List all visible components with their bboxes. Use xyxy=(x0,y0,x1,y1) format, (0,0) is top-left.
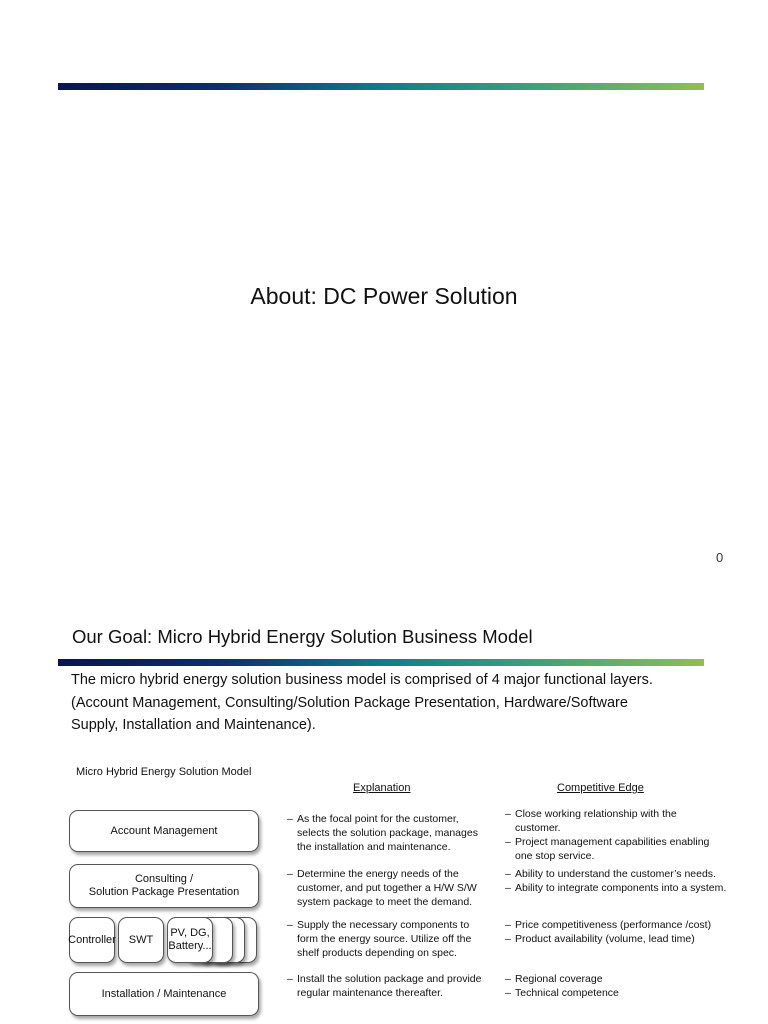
list-item xyxy=(287,812,487,854)
page-number: 0 xyxy=(716,550,724,565)
slide-title: About: DC Power Solution xyxy=(250,283,518,309)
list-item xyxy=(505,867,730,881)
intro-line: (Account Management, Consulting/Solution Package Presentation, Hardware/Software xyxy=(71,694,628,711)
edge-consulting xyxy=(505,867,730,895)
competitive-edge-header: Competitive Edge xyxy=(557,782,644,794)
pv-dg-battery-label xyxy=(168,927,211,953)
bullet-text: Install the solution package and provide regular maintenance thereafter. xyxy=(297,973,482,999)
pv-dg-battery-box xyxy=(167,917,213,963)
pv-label-line2: Battery... xyxy=(168,940,212,952)
bullet-dash: – xyxy=(505,836,511,848)
bullet-dash: – xyxy=(287,868,293,880)
bullet-text: Product availability (volume, lead time) xyxy=(515,933,695,945)
explanation-supply xyxy=(287,918,487,960)
list-item xyxy=(505,932,730,946)
swt-box xyxy=(118,917,164,963)
list-item xyxy=(287,918,487,960)
consulting-box xyxy=(69,864,259,908)
list-item xyxy=(505,881,730,895)
account-management-box xyxy=(69,810,259,852)
list-item xyxy=(505,918,730,932)
bullet-text: Ability to understand the customer’s needs. xyxy=(515,868,716,880)
intro-line: Supply, Installation and Maintenance). xyxy=(71,717,316,733)
controller-box xyxy=(69,917,115,963)
list-item xyxy=(505,807,725,835)
intro-line: The micro hybrid energy solution business model is comprised of 4 major functional layers. xyxy=(71,672,653,688)
installation-maintenance-box xyxy=(69,972,259,1016)
bullet-dash: – xyxy=(505,987,511,999)
list-item xyxy=(287,867,487,909)
bullet-text: Price competitiveness (performance /cost) xyxy=(515,919,712,931)
bullet-text: Close working relationship with the customer. xyxy=(515,808,677,834)
bullet-text: Regional coverage xyxy=(515,973,603,985)
bullet-text: Project management capabilities enabling one stop service. xyxy=(515,836,710,862)
swt-label: SWT xyxy=(128,933,154,946)
bullet-text: Determine the energy needs of the customer, and put together a H/W S/W system package to meet the demand. xyxy=(297,868,477,908)
bullet-text: Supply the necessary components to form the energy source. Utilize off the shelf products depending on spec. xyxy=(297,919,472,959)
bullet-text: Ability to integrate components into a system. xyxy=(515,882,727,894)
edge-account xyxy=(505,807,725,863)
bullet-text: Technical competence xyxy=(515,987,619,999)
model-title: Micro Hybrid Energy Solution Model xyxy=(76,766,252,778)
explanation-consulting xyxy=(287,867,487,909)
pv-label-line1: PV, DG, xyxy=(170,927,210,939)
bullet-dash: – xyxy=(287,919,293,931)
explanation-header: Explanation xyxy=(353,782,411,794)
consulting-label-line2: Solution Package Presentation xyxy=(88,886,240,898)
bullet-dash: – xyxy=(505,808,511,820)
list-item xyxy=(505,986,730,1000)
bullet-dash: – xyxy=(287,973,293,985)
edge-install xyxy=(505,972,730,1000)
list-item xyxy=(287,972,492,1000)
explanation-account xyxy=(287,812,487,854)
slide2-accent-bar xyxy=(58,659,704,666)
consulting-label-line1: Consulting / xyxy=(134,873,194,885)
installation-maintenance-label: Installation / Maintenance xyxy=(101,987,227,1000)
slide2-title: Our Goal: Micro Hybrid Energy Solution Business Model xyxy=(72,626,533,647)
account-management-label: Account Management xyxy=(110,824,218,837)
bullet-dash: – xyxy=(287,813,293,825)
bullet-dash: – xyxy=(505,973,511,985)
bullet-dash: – xyxy=(505,882,511,894)
bullet-dash: – xyxy=(505,919,511,931)
bullet-dash: – xyxy=(505,933,511,945)
consulting-label xyxy=(89,873,239,899)
edge-supply xyxy=(505,918,730,946)
bullet-dash: – xyxy=(505,868,511,880)
controller-label: Controller xyxy=(68,933,116,946)
bullet-text: As the focal point for the customer, selects the solution package, manages the installation and maintenance. xyxy=(297,813,478,853)
explanation-install xyxy=(287,972,492,1000)
list-item xyxy=(505,972,730,986)
intro-paragraph xyxy=(71,669,711,737)
top-accent-bar xyxy=(58,83,704,90)
list-item xyxy=(505,835,725,863)
